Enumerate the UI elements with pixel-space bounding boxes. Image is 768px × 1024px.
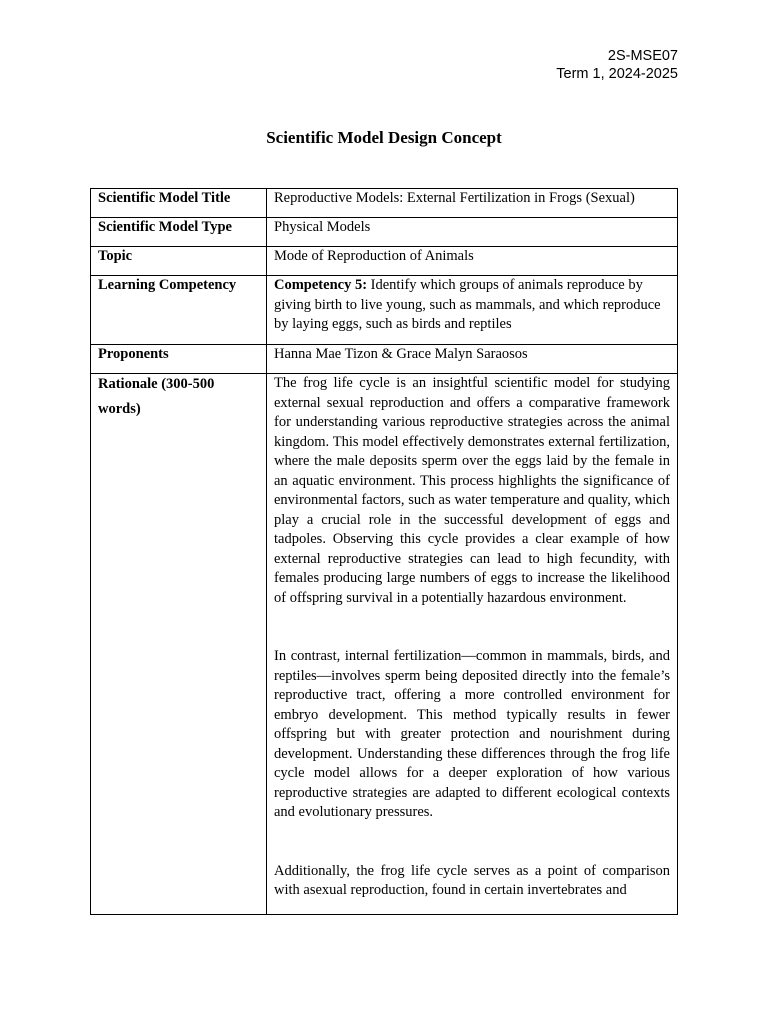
topic-label: Topic	[91, 247, 267, 276]
competency-label: Learning Competency	[91, 276, 267, 345]
rationale-label	[91, 374, 267, 915]
term-label: Term 1, 2024-2025	[556, 66, 678, 82]
rationale-paragraph-2: In contrast, internal fertilization—common in mammals, birds, and reptiles—involves sperm being deposited directly into the female’s reproductive tract, offering a more controlled environment for embryo development. This method typically results in fewer offspring but with greater protection and nourishment during development. Understanding these differences through the frog life cycle model allows for a deeper exploration of how various reproductive strategies are adapted to different ecological contexts and evolutionary pressures.	[274, 648, 670, 820]
page-title: Scientific Model Design Concept	[266, 128, 502, 147]
table-row-topic	[91, 247, 678, 276]
document-header	[556, 47, 678, 83]
table-row-rationale	[91, 374, 678, 915]
course-code: 2S-MSE07	[607, 48, 678, 64]
proponents-value: Hanna Mae Tizon & Grace Malyn Saraosos	[267, 345, 678, 374]
rationale-paragraph-3: Additionally, the frog life cycle serves as a point of comparison with asexual reproduction, found in certain invertebrates and	[274, 862, 670, 898]
model-type-label: Scientific Model Type	[91, 218, 267, 247]
design-concept-table	[90, 188, 678, 915]
competency-value	[267, 276, 678, 345]
model-type-value: Physical Models	[267, 218, 678, 247]
model-title-label: Scientific Model Title	[91, 189, 267, 218]
proponents-label: Proponents	[91, 345, 267, 374]
rationale-text	[267, 374, 678, 915]
model-title-value: Reproductive Models: External Fertilization in Frogs (Sexual)	[267, 189, 678, 218]
table-row-competency	[91, 276, 678, 345]
competency-text: Identify which groups of animals reproduce by giving birth to live young, such as mammals, and which reproduce by laying eggs, such as birds and reptiles	[274, 277, 661, 332]
competency-number: Competency 5:	[274, 277, 368, 293]
table-row-model-type	[91, 218, 678, 247]
topic-value: Mode of Reproduction of Animals	[267, 247, 678, 276]
table-row-model-title	[91, 189, 678, 218]
rationale-paragraph-1: The frog life cycle is an insightful scientific model for studying external sexual reproduction and offers a comparative framework for understanding various reproductive strategies across the animal kingdom. This model effectively demonstrates external fertilization, where the male deposits sperm over the eggs laid by the female in an aquatic environment. This process highlights the significance of environmental factors, such as water temperature and quality, which play a crucial role in the successful development of eggs and tadpoles. Observing this cycle provides a clear example of how external reproductive strategies can lead to high fecundity, with females producing large numbers of eggs to increase the likelihood of offspring survival in a potentially hazardous environment.	[274, 375, 670, 606]
rationale-label-line1: Rationale (300-500	[98, 376, 215, 392]
rationale-label-line2: words)	[98, 401, 141, 417]
